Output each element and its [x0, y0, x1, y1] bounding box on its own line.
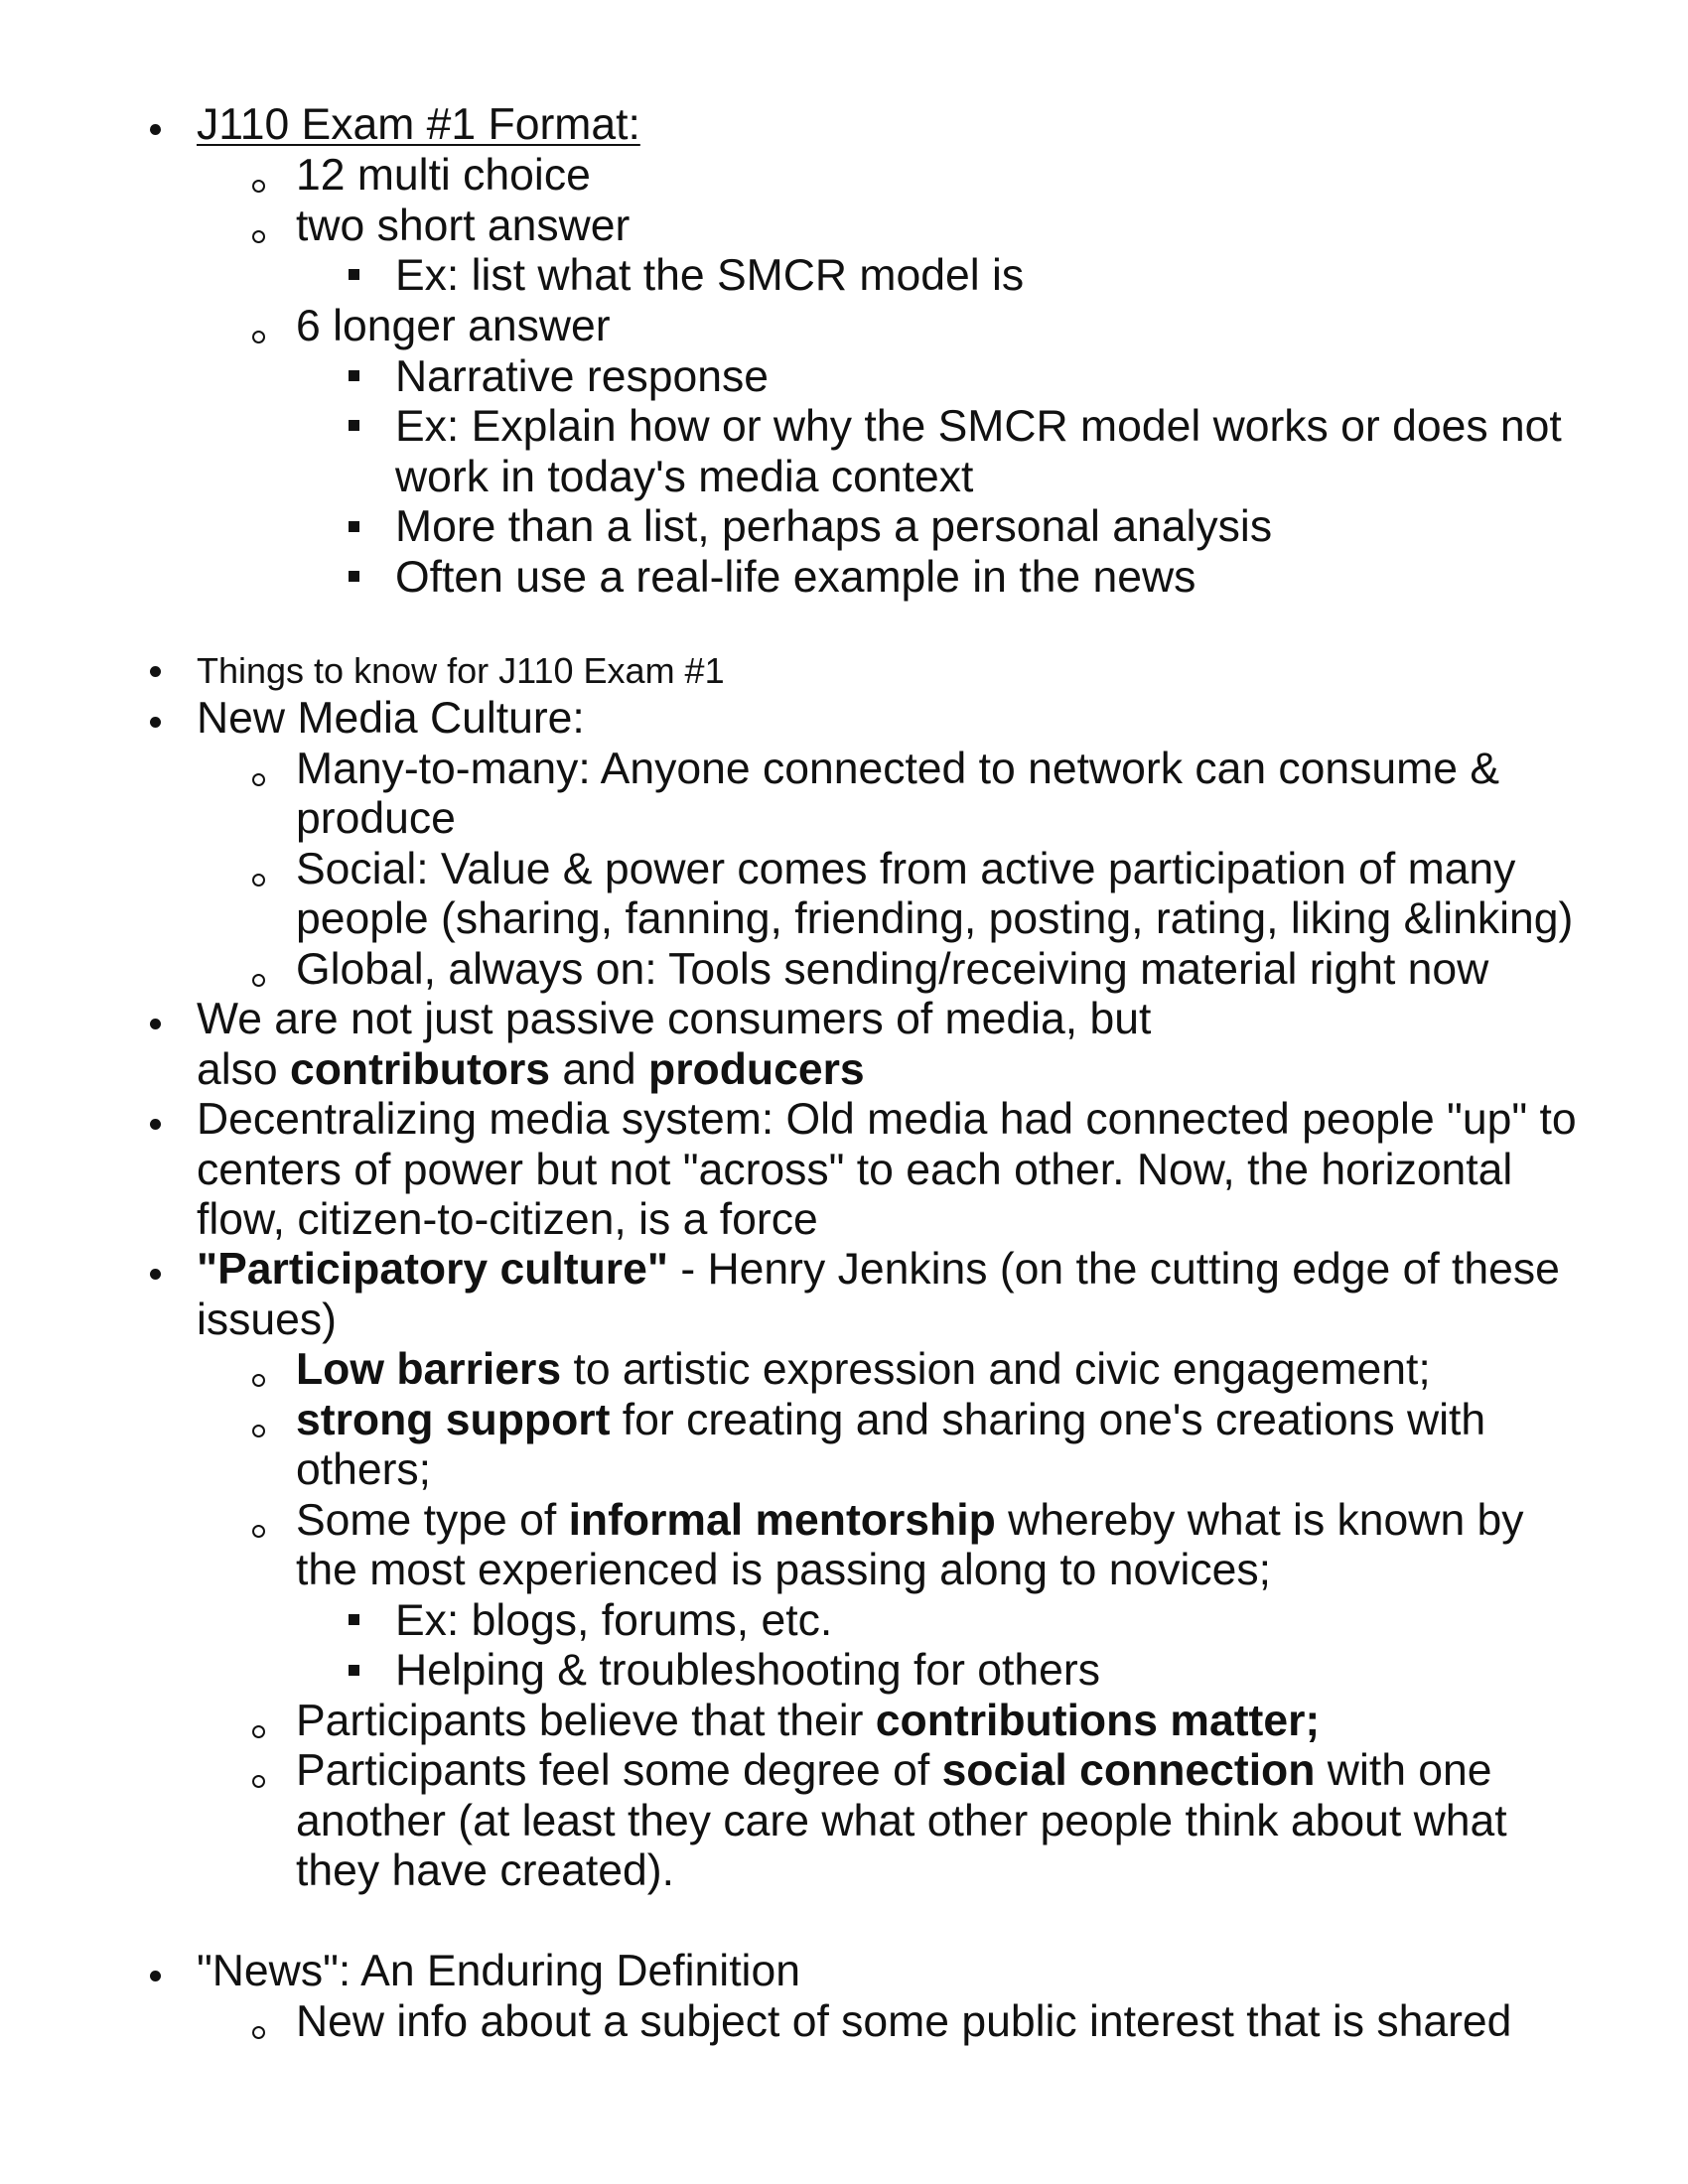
decentral-line-1: Decentralizing media system: Old media had connected people "up" to	[197, 1095, 1577, 1144]
list-item: Narrative response	[395, 352, 769, 401]
list-item: Helping & troubleshooting for others	[395, 1646, 1100, 1695]
participatory-line-2: issues)	[197, 1296, 337, 1344]
list-item: two short answer	[296, 202, 631, 250]
list-item: 12 multi choice	[296, 151, 591, 200]
bullet-icon	[150, 1971, 161, 1981]
circle-bullet-icon	[252, 1725, 265, 1738]
square-bullet-icon	[349, 521, 359, 532]
list-item-continuation: others;	[296, 1445, 432, 1494]
list-item-continuation: they have created).	[296, 1846, 674, 1895]
circle-bullet-icon	[252, 1425, 265, 1437]
circle-bullet-icon	[252, 1374, 265, 1387]
list-item-continuation: people (sharing, fanning, friending, posting, rating, liking &linking)	[296, 894, 1574, 943]
square-bullet-icon	[349, 571, 359, 582]
decentral-line-3: flow, citizen-to-citizen, is a force	[197, 1195, 818, 1244]
list-item: Ex: Explain how or why the SMCR model works or does not	[395, 402, 1562, 451]
list-item: Some type of informal mentorship whereby what is known by	[296, 1496, 1524, 1545]
list-item: Ex: list what the SMCR model is	[395, 251, 1025, 300]
bullet-icon	[150, 1119, 161, 1130]
circle-bullet-icon	[252, 230, 265, 243]
square-bullet-icon	[349, 269, 359, 280]
circle-bullet-icon	[252, 331, 265, 343]
list-item: Participants believe that their contributions matter;	[296, 1697, 1321, 1745]
square-bullet-icon	[349, 1665, 359, 1676]
bullet-icon	[150, 1019, 161, 1029]
circle-bullet-icon	[252, 1775, 265, 1788]
new-media-heading: New Media Culture:	[197, 694, 585, 743]
circle-bullet-icon	[252, 974, 265, 987]
list-item: strong support for creating and sharing one's creations with	[296, 1396, 1486, 1444]
list-item: New info about a subject of some public interest that is shared	[296, 1997, 1512, 2046]
bullet-icon	[150, 1269, 161, 1280]
passive-line-2: also contributors and producers	[197, 1045, 865, 1094]
square-bullet-icon	[349, 420, 359, 431]
circle-bullet-icon	[252, 2026, 265, 2039]
list-item-continuation: work in today's media context	[395, 453, 974, 501]
news-heading: "News": An Enduring Definition	[197, 1947, 800, 1995]
things-to-know: Things to know for J110 Exam #1	[197, 650, 725, 691]
passive-line-1: We are not just passive consumers of media, but	[197, 995, 1152, 1043]
bullet-icon	[150, 717, 161, 728]
square-bullet-icon	[349, 370, 359, 381]
list-item-continuation: the most experienced is passing along to novices;	[296, 1546, 1272, 1594]
bullet-icon	[150, 666, 161, 677]
list-item: Low barriers to artistic expression and civic engagement;	[296, 1345, 1431, 1394]
list-item: 6 longer answer	[296, 302, 611, 350]
list-item-continuation: another (at least they care what other people think about what	[296, 1797, 1507, 1845]
list-item: Participants feel some degree of social connection with one	[296, 1746, 1492, 1795]
circle-bullet-icon	[252, 180, 265, 193]
exam-format-heading: J110 Exam #1 Format:	[197, 100, 640, 149]
circle-bullet-icon	[252, 1525, 265, 1538]
participatory-line-1: "Participatory culture" - Henry Jenkins (on the cutting edge of these	[197, 1245, 1560, 1294]
list-item: Often use a real-life example in the news	[395, 553, 1196, 602]
square-bullet-icon	[349, 1614, 359, 1625]
decentral-line-2: centers of power but not "across" to each other. Now, the horizontal	[197, 1146, 1513, 1194]
list-item: More than a list, perhaps a personal analysis	[395, 502, 1273, 551]
list-item: Social: Value & power comes from active participation of many	[296, 845, 1516, 893]
circle-bullet-icon	[252, 773, 265, 786]
list-item: Global, always on: Tools sending/receiving material right now	[296, 945, 1489, 994]
list-item: Ex: blogs, forums, etc.	[395, 1596, 833, 1645]
circle-bullet-icon	[252, 874, 265, 887]
list-item-continuation: produce	[296, 794, 456, 843]
bullet-icon	[150, 124, 161, 135]
list-item: Many-to-many: Anyone connected to network can consume &	[296, 745, 1500, 793]
